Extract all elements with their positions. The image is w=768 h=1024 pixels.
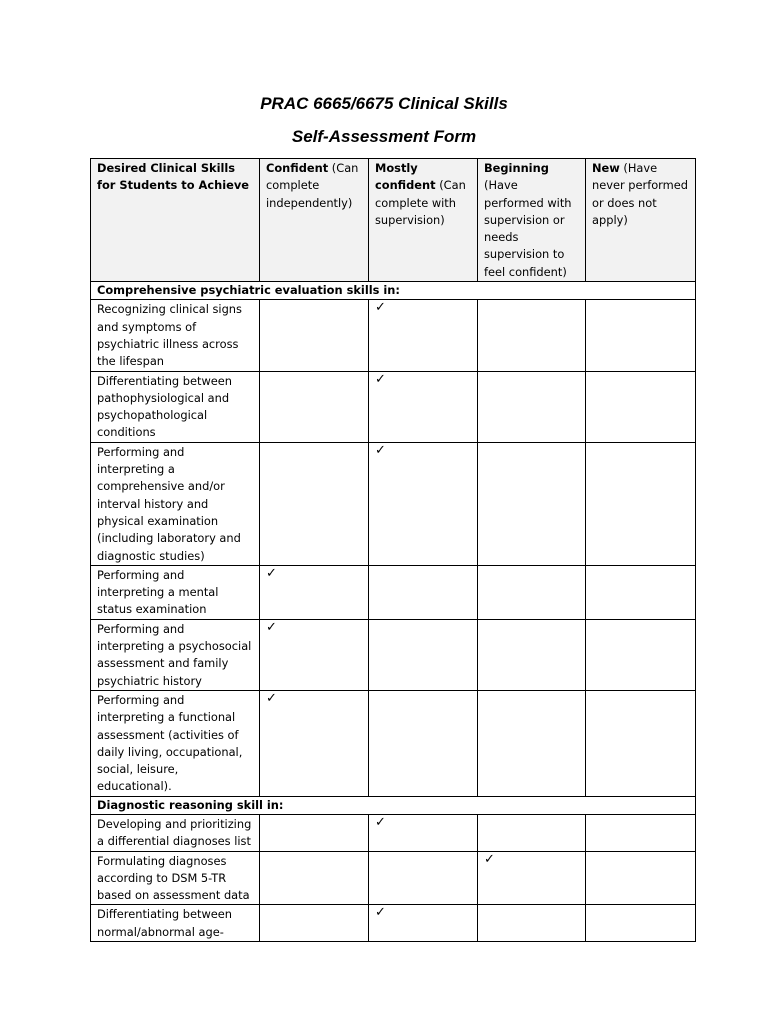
beginning-cell bbox=[478, 619, 586, 690]
table-row bbox=[91, 905, 696, 942]
skill-cell: Recognizing clinical signs and symptoms of psychiatric illness across the lifespan bbox=[91, 300, 260, 371]
confident-cell bbox=[260, 565, 369, 619]
skill-cell: Formulating diagnoses according to DSM 5-TR based on assessment data bbox=[91, 851, 260, 905]
table-row bbox=[91, 851, 696, 905]
table-row bbox=[91, 442, 696, 565]
beginning-cell bbox=[478, 851, 586, 905]
check-icon: ✓ bbox=[266, 565, 277, 581]
skill-cell: Performing and interpreting a mental status examination bbox=[91, 565, 260, 619]
confident-cell bbox=[260, 851, 369, 905]
confident-cell bbox=[260, 371, 369, 442]
header-confident: Confident (Can complete independently) bbox=[260, 159, 369, 282]
skill-cell: Differentiating between normal/abnormal age- bbox=[91, 905, 260, 942]
beginning-cell bbox=[478, 300, 586, 371]
beginning-cell bbox=[478, 814, 586, 851]
check-icon: ✓ bbox=[266, 619, 277, 635]
skill-cell: Differentiating between pathophysiological and psychopathological conditions bbox=[91, 371, 260, 442]
document-subtitle: Self-Assessment Form bbox=[291, 127, 477, 146]
section-row bbox=[91, 796, 696, 814]
mostly-confident-cell bbox=[369, 300, 478, 371]
confident-cell bbox=[260, 442, 369, 565]
mostly-confident-cell bbox=[369, 442, 478, 565]
new-cell bbox=[586, 565, 696, 619]
mostly-confident-cell bbox=[369, 814, 478, 851]
section-title: Diagnostic reasoning skill in: bbox=[91, 796, 696, 814]
mostly-confident-cell bbox=[369, 619, 478, 690]
skill-cell: Developing and prioritizing a differential diagnoses list bbox=[91, 814, 260, 851]
table-row bbox=[91, 565, 696, 619]
mostly-confident-cell bbox=[369, 371, 478, 442]
section-row bbox=[91, 282, 696, 300]
confident-cell bbox=[260, 905, 369, 942]
confident-cell bbox=[260, 300, 369, 371]
check-icon: ✓ bbox=[375, 371, 386, 387]
table-row bbox=[91, 300, 696, 371]
skill-cell: Performing and interpreting a psychosocial assessment and family psychiatric history bbox=[91, 619, 260, 690]
header-new: New (Have never performed or does not apply) bbox=[586, 159, 696, 282]
check-icon: ✓ bbox=[375, 905, 386, 921]
header-beginning: Beginning (Have performed with supervision or needs supervision to feel confident) bbox=[478, 159, 586, 282]
skill-cell: Performing and interpreting a comprehensive and/or interval history and physical examination (including laboratory and diagnostic studies) bbox=[91, 442, 260, 565]
document-title: PRAC 6665/6675 Clinical Skills bbox=[260, 94, 508, 113]
confident-cell bbox=[260, 690, 369, 796]
section-title: Comprehensive psychiatric evaluation skills in: bbox=[91, 282, 696, 300]
table-row bbox=[91, 690, 696, 796]
check-icon: ✓ bbox=[266, 690, 277, 706]
mostly-confident-cell bbox=[369, 851, 478, 905]
check-icon: ✓ bbox=[484, 851, 495, 867]
header-row bbox=[91, 159, 696, 282]
new-cell bbox=[586, 905, 696, 942]
self-assessment-table bbox=[90, 158, 696, 942]
table-row bbox=[91, 814, 696, 851]
beginning-cell bbox=[478, 371, 586, 442]
new-cell bbox=[586, 814, 696, 851]
beginning-cell bbox=[478, 905, 586, 942]
new-cell bbox=[586, 300, 696, 371]
header-mostly-confident: Mostly confident (Can complete with supervision) bbox=[369, 159, 478, 282]
check-icon: ✓ bbox=[375, 814, 386, 830]
mostly-confident-cell bbox=[369, 690, 478, 796]
beginning-cell bbox=[478, 565, 586, 619]
mostly-confident-cell bbox=[369, 565, 478, 619]
check-icon: ✓ bbox=[375, 300, 386, 316]
check-icon: ✓ bbox=[375, 442, 386, 458]
new-cell bbox=[586, 851, 696, 905]
confident-cell bbox=[260, 814, 369, 851]
new-cell bbox=[586, 371, 696, 442]
new-cell bbox=[586, 442, 696, 565]
header-skill: Desired Clinical Skills for Students to Achieve bbox=[91, 159, 260, 282]
beginning-cell bbox=[478, 442, 586, 565]
mostly-confident-cell bbox=[369, 905, 478, 942]
skill-cell: Performing and interpreting a functional assessment (activities of daily living, occupational, social, leisure, educational). bbox=[91, 690, 260, 796]
confident-cell bbox=[260, 619, 369, 690]
beginning-cell bbox=[478, 690, 586, 796]
table-row bbox=[91, 619, 696, 690]
table-row bbox=[91, 371, 696, 442]
new-cell bbox=[586, 690, 696, 796]
new-cell bbox=[586, 619, 696, 690]
